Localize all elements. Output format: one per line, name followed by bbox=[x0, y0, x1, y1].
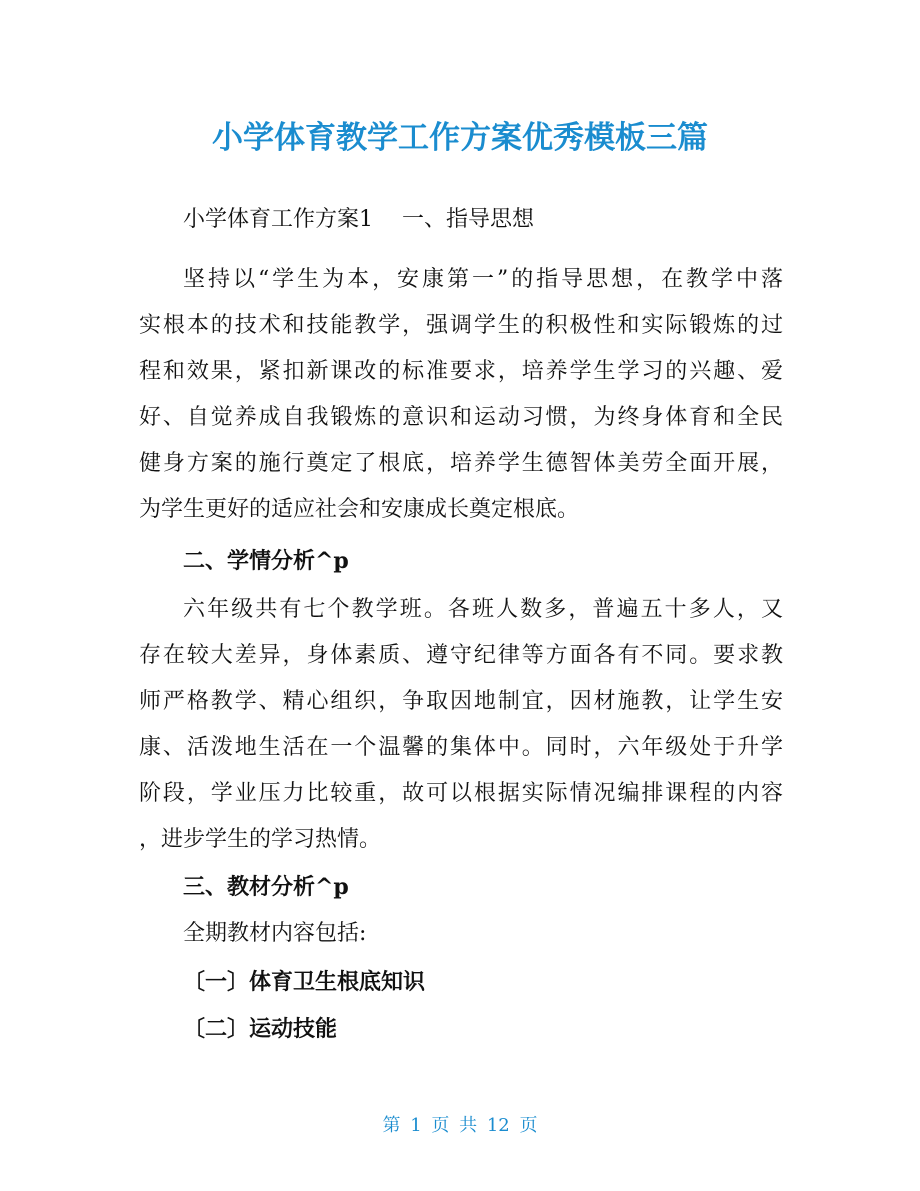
paragraph-line: ，进步学生的学习热情。 bbox=[139, 827, 382, 852]
paragraph-line: 师严格教学、精心组织，争取因地制宜，因材施教，让学生安 bbox=[139, 689, 783, 714]
paragraph-line: 康、活泼地生活在一个温馨的集体中。同时，六年级处于升学 bbox=[139, 735, 783, 760]
paragraph-line: 存在较大差异，身体素质、遵守纪律等方面各有不同。要求教 bbox=[139, 643, 783, 668]
list-item: 〔二〕运动技能 bbox=[183, 1016, 338, 1042]
paragraph-line: 程和效果，紧扣新课改的标准要求，培养学生学习的兴趣、爱 bbox=[139, 359, 783, 384]
document-title: 小学体育教学工作方案优秀模板三篇 bbox=[212, 120, 708, 156]
list-item: 〔一〕体育卫生根底知识 bbox=[183, 969, 426, 995]
paragraph-line: 为学生更好的适应社会和安康成长奠定根底。 bbox=[139, 497, 580, 522]
section-intro-line: 小学体育工作方案1 一、指导思想 bbox=[183, 207, 534, 232]
paragraph-line: 坚持以“学生为本，安康第一”的指导思想，在教学中落 bbox=[183, 267, 783, 292]
section-heading: 二、学情分析^p bbox=[183, 548, 349, 574]
paragraph-line: 健身方案的施行奠定了根底，培养学生德智体美劳全面开展， bbox=[139, 451, 783, 476]
paragraph-line: 阶段，学业压力比较重，故可以根据实际情况编排课程的内容 bbox=[139, 781, 783, 806]
section-heading: 三、教材分析^p bbox=[183, 874, 349, 900]
paragraph-line: 六年级共有七个教学班。各班人数多，普遍五十多人，又 bbox=[183, 597, 783, 622]
paragraph-line: 好、自觉养成自我锻炼的意识和运动习惯，为终身体育和全民 bbox=[139, 405, 783, 430]
page-number-footer: 第 1 页 共 12 页 bbox=[382, 1115, 538, 1136]
paragraph-line: 实根本的技术和技能教学，强调学生的积极性和实际锻炼的过 bbox=[139, 313, 783, 338]
paragraph-line: 全期教材内容包括: bbox=[183, 921, 367, 946]
